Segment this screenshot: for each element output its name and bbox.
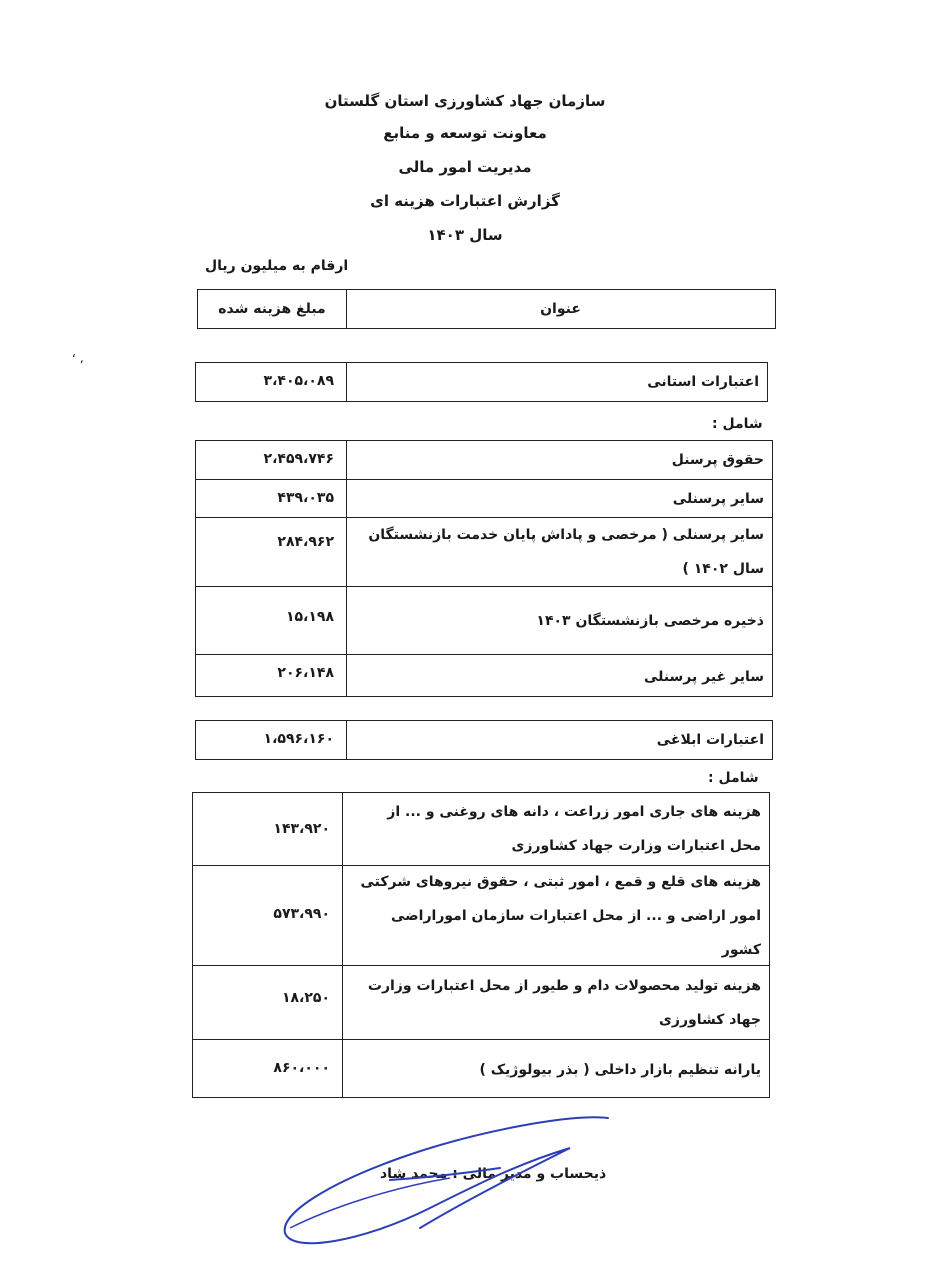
national-detail-table bbox=[192, 792, 770, 1098]
row-title: سایر پرسنلی ( مرخصی و پاداش پایان خدمت بازنشستگان سال ۱۴۰۲ ) bbox=[368, 527, 764, 577]
table-row bbox=[196, 441, 772, 479]
table-row bbox=[193, 1039, 769, 1099]
row-amount: ۸۶۰،۰۰۰ bbox=[273, 1060, 330, 1076]
provincial-including-label: شامل : bbox=[712, 416, 763, 432]
national-including-label: شامل : bbox=[708, 770, 759, 786]
row-amount: ۲۰۶،۱۴۸ bbox=[277, 665, 334, 681]
row-amount: ۱۸،۲۵۰ bbox=[281, 990, 330, 1006]
national-total-table bbox=[195, 720, 773, 760]
row-title: هزینه تولید محصولات دام و طیور از محل اعتبارات وزارت جهاد کشاورزی bbox=[367, 977, 761, 1028]
row-amount: ۲۸۴،۹۶۲ bbox=[277, 534, 334, 550]
table-row bbox=[196, 586, 772, 654]
row-amount: ۱۵،۱۹۸ bbox=[285, 609, 334, 625]
table-row bbox=[196, 654, 772, 698]
national-total-amount: ۱،۵۹۶،۱۶۰ bbox=[263, 731, 334, 747]
column-header-title: عنوان bbox=[540, 301, 581, 317]
provincial-total-amount: ۳،۴۰۵،۰۸۹ bbox=[263, 373, 334, 389]
row-title: ذخیره مرخصی بازنشستگان ۱۴۰۳ bbox=[536, 612, 764, 629]
column-header-table bbox=[197, 289, 776, 329]
report-title: گزارش اعتبارات هزینه ای bbox=[370, 192, 560, 210]
row-title: سایر پرسنلی bbox=[672, 490, 764, 507]
report-year: سال ۱۴۰۳ bbox=[427, 226, 503, 244]
provincial-total-table bbox=[195, 362, 768, 402]
margin-mark: ‘ ، bbox=[72, 352, 84, 366]
row-amount: ۲،۴۵۹،۷۴۶ bbox=[263, 451, 334, 467]
column-header-amount: مبلغ هزینه شده bbox=[218, 301, 326, 317]
row-title: هزینه های جاری امور زراعت ، دانه های روغنی و ... از محل اعتبارات وزارت جهاد کشاورزی bbox=[387, 804, 761, 854]
row-title: حقوق پرسنل bbox=[671, 452, 764, 468]
row-amount: ۱۴۳،۹۲۰ bbox=[273, 821, 330, 837]
row-title: یارانه تنظیم بازار داخلی ( بذر بیولوژیک ) bbox=[479, 1061, 761, 1078]
unit-note: ارقام به میلیون ریال bbox=[205, 258, 349, 274]
handwritten-signature bbox=[270, 1108, 620, 1258]
row-title: سایر غیر پرسنلی bbox=[643, 668, 764, 685]
row-amount: ۵۷۳،۹۹۰ bbox=[273, 906, 330, 922]
table-row bbox=[196, 517, 772, 586]
table-row bbox=[196, 479, 772, 517]
provincial-total-title: اعتبارات استانی bbox=[647, 374, 759, 390]
signatory-text: ذیحساب و مدیر مالی : محمد شاد bbox=[380, 1166, 607, 1182]
table-row bbox=[193, 865, 769, 965]
deputy-name: معاونت توسعه و منابع bbox=[383, 124, 547, 142]
national-total-title: اعتبارات ابلاغی bbox=[656, 732, 764, 748]
table-row bbox=[193, 793, 769, 865]
org-name: سازمان جهاد کشاورزی استان گلستان bbox=[324, 92, 606, 110]
department-name: مدیریت امور مالی bbox=[398, 158, 532, 176]
row-title: هزینه های قلع و قمع ، امور ثبتی ، حقوق نیروهای شرکتی امور اراضی و ... از محل اعتبارات سازمان اموراراضی کشور bbox=[360, 873, 761, 958]
row-amount: ۴۳۹،۰۳۵ bbox=[277, 490, 334, 506]
provincial-detail-table bbox=[195, 440, 773, 697]
table-row bbox=[193, 965, 769, 1039]
